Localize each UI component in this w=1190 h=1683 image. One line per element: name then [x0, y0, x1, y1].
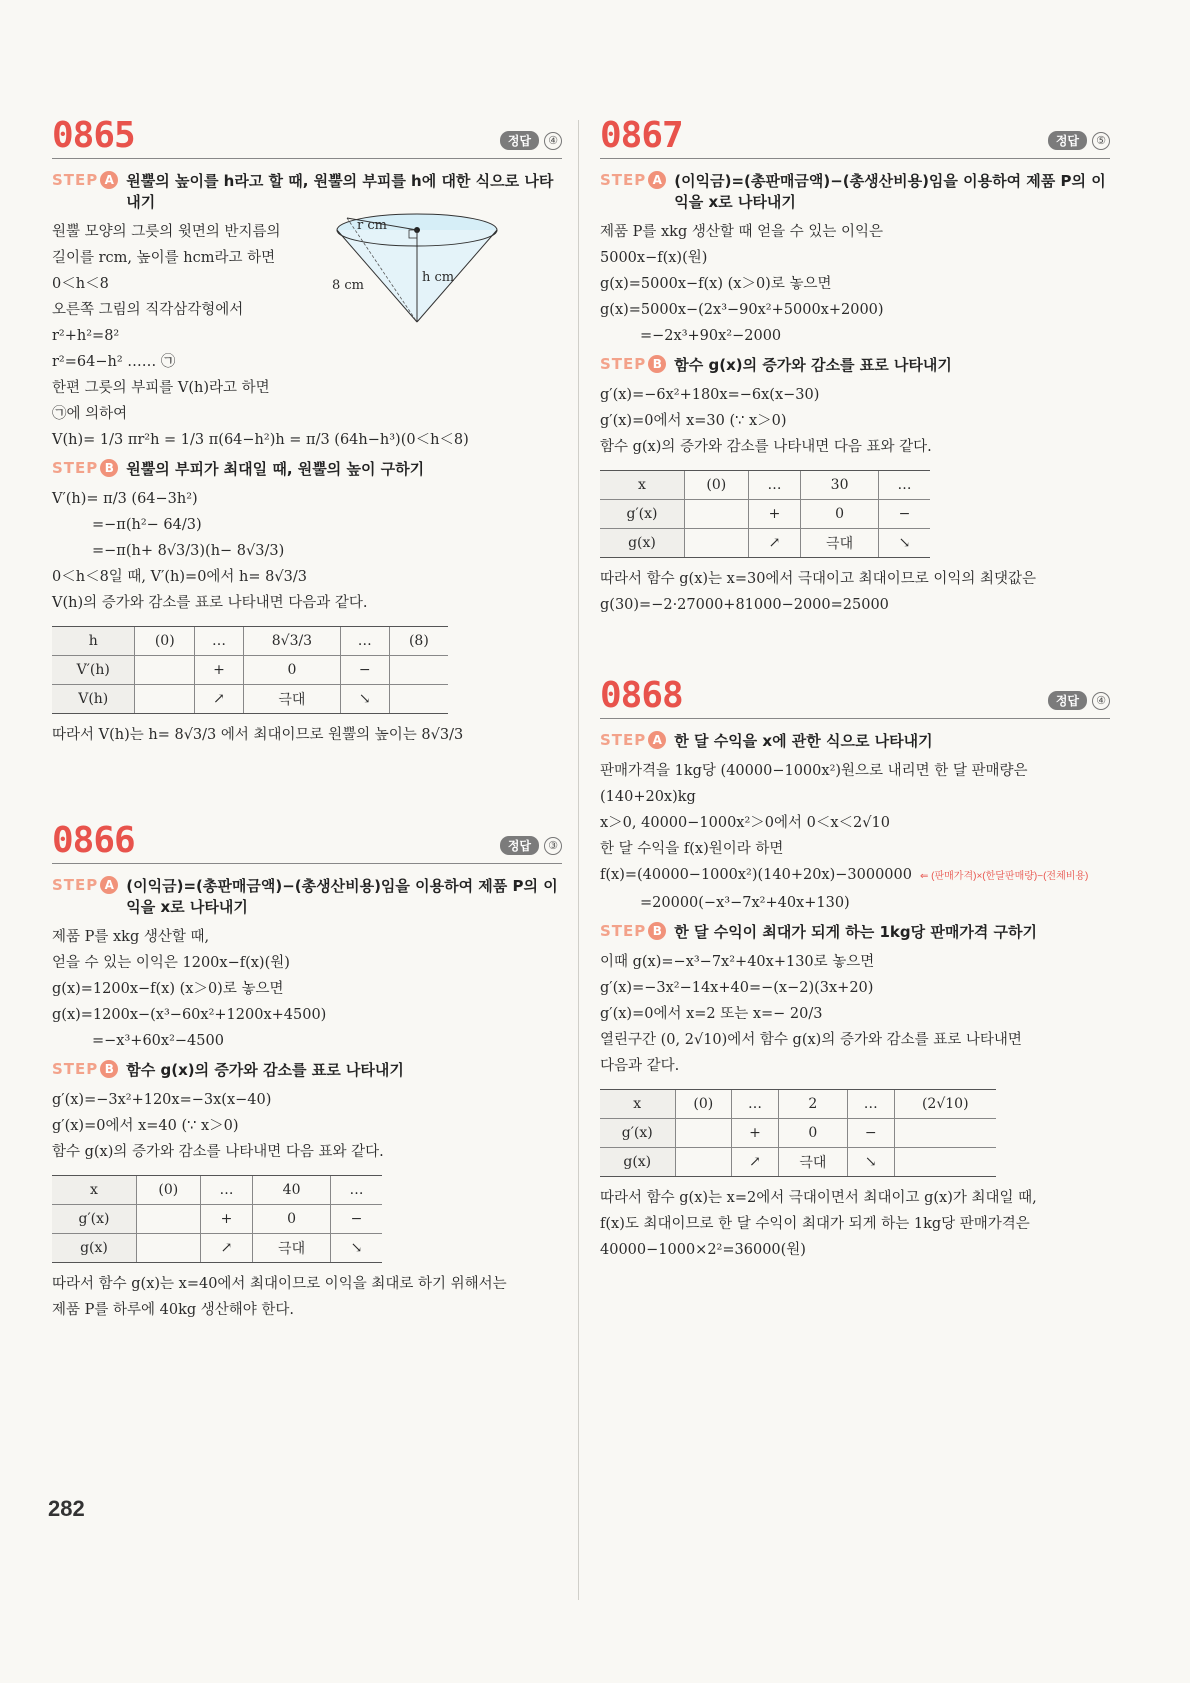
- text-line: [600, 862, 1110, 890]
- step-a-tag: STEP A: [600, 171, 666, 189]
- table-cell: 극대: [778, 1148, 847, 1177]
- step-a-icon: A: [648, 171, 666, 189]
- table-cell: −: [340, 656, 389, 685]
- table-cell: x: [600, 471, 684, 500]
- step-a-title: (이익금)=(총판매금액)−(총생산비용)임을 이용하여 제품 P의 이익을 x로 나타내기: [674, 172, 1106, 211]
- table-row: [600, 529, 930, 558]
- table-cell: 0: [253, 1205, 331, 1234]
- formula: f(x)=(40000−1000x²)(140+20x)−3000000: [600, 867, 912, 883]
- table-cell: (0): [135, 627, 195, 656]
- conclusion: 따라서 함수 g(x)는 x=40에서 최대이므로 이익을 최대로 하기 위해서는: [52, 1276, 507, 1292]
- table-cell: ↘: [340, 685, 389, 714]
- step-a-icon: A: [100, 876, 118, 894]
- text-line: (140+20x)kg: [600, 789, 696, 805]
- problem-header: [600, 670, 1110, 719]
- text-line: 0＜h＜8: [52, 276, 109, 292]
- cone-radius-label: r cm: [357, 218, 387, 233]
- right-column: [600, 110, 1110, 1263]
- text-line: =−π(h+ 8√3/3)(h− 8√3/3): [92, 543, 285, 559]
- table-row: [52, 685, 448, 714]
- text-line: 얻을 수 있는 이익은 1200x−f(x)(원): [52, 955, 290, 971]
- step-b-body: [600, 382, 1110, 460]
- answer-value: ④: [544, 132, 562, 150]
- text-line: g′(x)=0에서 x=40 (∵ x＞0): [52, 1118, 239, 1134]
- text-line: 원뿔 모양의 그릇의 윗면의 반지름의: [52, 224, 281, 240]
- step-a: [52, 876, 562, 918]
- table-row: [52, 1234, 382, 1263]
- table-cell: ↘: [847, 1148, 894, 1177]
- answer-value: ⑤: [1092, 132, 1110, 150]
- text-line: 한편 그릇의 부피를 V(h)라고 하면: [52, 380, 270, 396]
- table-cell: …: [330, 1176, 382, 1205]
- left-column: [52, 110, 562, 1323]
- answer-badge: 정답: [1048, 131, 1087, 150]
- table-cell: ↗: [195, 685, 244, 714]
- text-line: 함수 g(x)의 증가와 감소를 나타내면 다음 표와 같다.: [52, 1144, 384, 1160]
- table-cell: 30: [801, 471, 879, 500]
- table-cell: …: [195, 627, 244, 656]
- conclusion: g(30)=−2·27000+81000−2000=25000: [600, 597, 889, 613]
- table-cell: [135, 656, 195, 685]
- problem-header: [52, 815, 562, 864]
- table-cell: [135, 685, 195, 714]
- table-cell: …: [340, 627, 389, 656]
- table-cell: 극대: [244, 685, 341, 714]
- table-cell: (0): [675, 1090, 732, 1119]
- table-cell: …: [748, 471, 800, 500]
- step-b-body: [600, 949, 1110, 1079]
- step-b-tag: STEP B: [600, 922, 666, 940]
- step-b-icon: B: [648, 355, 666, 373]
- text-line: r²+h²=8²: [52, 328, 120, 344]
- cone-height-label: h cm: [422, 270, 455, 285]
- step-a-tag: STEP A: [52, 876, 118, 894]
- column-divider: [578, 120, 579, 1600]
- text-line: V(h)의 증가와 감소를 표로 나타내면 다음과 같다.: [52, 595, 368, 611]
- table-cell: ↘: [878, 529, 930, 558]
- margin-note: ⇐ (판매가격)×(한달판매량)−(전체비용): [919, 871, 1089, 882]
- table-cell: …: [200, 1176, 252, 1205]
- text-line: V(h)= 1/3 πr²h = 1/3 π(64−h²)h = π/3 (64h−h³)(0＜h＜8): [52, 432, 469, 448]
- step-a: [52, 171, 562, 213]
- step-b-body: [52, 486, 562, 616]
- text-line: =20000(−x³−7x²+40x+130): [640, 895, 850, 911]
- table-cell: 0: [778, 1119, 847, 1148]
- table-cell: (0): [136, 1176, 200, 1205]
- table-cell: −: [330, 1205, 382, 1234]
- table-cell: ↗: [748, 529, 800, 558]
- text-line: 열린구간 (0, 2√10)에서 함수 g(x)의 증가와 감소를 표로 나타내면: [600, 1032, 1022, 1048]
- text-line: g′(x)=−6x²+180x=−6x(x−30): [600, 387, 820, 403]
- table-cell: [675, 1148, 732, 1177]
- increase-decrease-table: [600, 470, 930, 558]
- step-b-title: 한 달 수익이 최대가 되게 하는 1kg당 판매가격 구하기: [674, 923, 1038, 941]
- table-cell: [684, 529, 748, 558]
- text-line: =−π(h²− 64/3): [92, 517, 202, 533]
- table-cell: g(x): [52, 1234, 136, 1263]
- text-line: 이때 g(x)=−x³−7x²+40x+130로 놓으면: [600, 954, 875, 970]
- text-line: g(x)=5000x−f(x) (x＞0)로 놓으면: [600, 276, 832, 292]
- step-b-tag: STEP B: [52, 1060, 118, 1078]
- problem-number: 0865: [52, 115, 135, 156]
- table-cell: g(x): [600, 1148, 675, 1177]
- text-line: 길이를 rcm, 높이를 hcm라고 하면: [52, 250, 276, 266]
- table-cell: 2: [778, 1090, 847, 1119]
- table-cell: V′(h): [52, 656, 135, 685]
- table-row: [52, 656, 448, 685]
- problem-header: [600, 110, 1110, 159]
- problem-number: 0866: [52, 820, 135, 861]
- text-line: =−x³+60x²−4500: [92, 1033, 224, 1049]
- table-cell: g′(x): [52, 1205, 136, 1234]
- text-line: 0＜h＜8일 때, V′(h)=0에서 h= 8√3/3: [52, 569, 307, 585]
- step-a: [600, 171, 1110, 213]
- step-a-tag: STEP A: [52, 171, 118, 189]
- conclusion: f(x)도 최대이므로 한 달 수익이 최대가 되게 하는 1kg당 판매가격은: [600, 1216, 1030, 1232]
- text-line: ㉠에 의하여: [52, 406, 128, 422]
- problem-number: 0867: [600, 115, 683, 156]
- answer-badge: 정답: [1048, 691, 1087, 710]
- table-row: [600, 500, 930, 529]
- conclusion: 40000−1000×2²=36000(원): [600, 1242, 806, 1258]
- increase-decrease-table: [600, 1089, 996, 1177]
- text-line: 다음과 같다.: [600, 1058, 680, 1074]
- table-cell: (8): [389, 627, 448, 656]
- table-cell: …: [878, 471, 930, 500]
- text-line: 제품 P를 xkg 생산할 때 얻을 수 있는 이익은: [600, 224, 883, 240]
- step-a-icon: A: [648, 731, 666, 749]
- conclusion: 따라서 함수 g(x)는 x=30에서 극대이고 최대이므로 이익의 최댓값은: [600, 571, 1036, 587]
- table-row: [52, 1176, 382, 1205]
- step-a-body: [600, 219, 1110, 349]
- table-cell: g(x): [600, 529, 684, 558]
- increase-decrease-table: [52, 1175, 382, 1263]
- table-cell: +: [748, 500, 800, 529]
- table-cell: (0): [684, 471, 748, 500]
- table-row: [600, 471, 930, 500]
- step-b-icon: B: [100, 1060, 118, 1078]
- table-cell: V(h): [52, 685, 135, 714]
- step-b-title: 함수 g(x)의 증가와 감소를 표로 나타내기: [674, 356, 952, 374]
- answer-box: [1048, 131, 1110, 150]
- answer-badge: 정답: [500, 131, 539, 150]
- table-cell: …: [847, 1090, 894, 1119]
- table-row: [600, 1148, 996, 1177]
- table-cell: g′(x): [600, 1119, 675, 1148]
- table-cell: 0: [801, 500, 879, 529]
- table-cell: [389, 685, 448, 714]
- problem-number: 0868: [600, 675, 683, 716]
- step-a-body: [600, 758, 1110, 916]
- step-b: [600, 355, 1110, 376]
- conclusion: 제품 P를 하루에 40kg 생산해야 한다.: [52, 1302, 295, 1318]
- problem-0867: [600, 110, 1110, 670]
- step-b-icon: B: [648, 922, 666, 940]
- text-line: g(x)=1200x−f(x) (x＞0)로 놓으면: [52, 981, 284, 997]
- conclusion: 따라서 V(h)는 h= 8√3/3 에서 최대이므로 원뿔의 높이는 8√3/3: [52, 727, 464, 743]
- step-b-body: [52, 1087, 562, 1165]
- problem-header: [52, 110, 562, 159]
- step-a-icon: A: [100, 171, 118, 189]
- table-cell: +: [732, 1119, 779, 1148]
- answer-box: [500, 836, 562, 855]
- answer-value: ④: [1092, 692, 1110, 710]
- step-a-tag: STEP A: [600, 731, 666, 749]
- page-number: 282: [48, 1496, 85, 1521]
- text-line: g′(x)=0에서 x=2 또는 x=− 20/3: [600, 1006, 823, 1022]
- step-b-title: 원뿔의 부피가 최대일 때, 원뿔의 높이 구하기: [126, 460, 425, 478]
- table-cell: …: [732, 1090, 779, 1119]
- table-cell: [136, 1234, 200, 1263]
- table-cell: 극대: [801, 529, 879, 558]
- increase-decrease-table: [52, 626, 448, 714]
- text-line: g′(x)=0에서 x=30 (∵ x＞0): [600, 413, 787, 429]
- step-b-tag: STEP B: [600, 355, 666, 373]
- text-line: g(x)=5000x−(2x³−90x²+5000x+2000): [600, 302, 884, 318]
- table-cell: (2√10): [894, 1090, 996, 1119]
- cone-slant-label: 8 cm: [332, 278, 365, 293]
- step-a-title: 한 달 수익을 x에 관한 식으로 나타내기: [674, 732, 933, 750]
- table-cell: x: [600, 1090, 675, 1119]
- step-b: [600, 922, 1110, 943]
- text-line: 함수 g(x)의 증가와 감소를 나타내면 다음 표와 같다.: [600, 439, 932, 455]
- table-cell: −: [847, 1119, 894, 1148]
- table-row: [600, 1119, 996, 1148]
- table-cell: +: [195, 656, 244, 685]
- table-cell: 40: [253, 1176, 331, 1205]
- step-b-tag: STEP B: [52, 459, 118, 477]
- table-cell: x: [52, 1176, 136, 1205]
- problem-0868: [600, 670, 1110, 1263]
- table-cell: −: [878, 500, 930, 529]
- text-line: 오른쪽 그림의 직각삼각형에서: [52, 302, 244, 318]
- step-b: [52, 459, 562, 480]
- text-line: g′(x)=−3x²+120x=−3x(x−40): [52, 1092, 272, 1108]
- answer-badge: 정답: [500, 836, 539, 855]
- text-line: 5000x−f(x)(원): [600, 250, 708, 266]
- table-cell: 0: [244, 656, 341, 685]
- table-cell: 8√3/3: [244, 627, 341, 656]
- text-line: r²=64−h² …… ㉠: [52, 354, 176, 370]
- step-a: [600, 731, 1110, 752]
- table-cell: [894, 1148, 996, 1177]
- step-b-title: 함수 g(x)의 증가와 감소를 표로 나타내기: [126, 1061, 404, 1079]
- table-row: [52, 627, 448, 656]
- table-cell: +: [200, 1205, 252, 1234]
- table-cell: 극대: [253, 1234, 331, 1263]
- table-cell: [389, 656, 448, 685]
- conclusion: 따라서 함수 g(x)는 x=2에서 극대이면서 최대이고 g(x)가 최대일 때,: [600, 1190, 1037, 1206]
- table-cell: [894, 1119, 996, 1148]
- text-line: =−2x³+90x²−2000: [640, 328, 782, 344]
- text-line: V′(h)= π/3 (64−3h²): [52, 491, 198, 507]
- text-line: 제품 P를 xkg 생산할 때,: [52, 929, 210, 945]
- answer-box: [500, 131, 562, 150]
- step-a-title: (이익금)=(총판매금액)−(총생산비용)임을 이용하여 제품 P의 이익을 x로 나타내기: [126, 877, 558, 916]
- step-b-icon: B: [100, 459, 118, 477]
- text-line: x＞0, 40000−1000x²＞0에서 0＜x＜2√10: [600, 815, 890, 831]
- answer-box: [1048, 691, 1110, 710]
- text-line: g′(x)=−3x²−14x+40=−(x−2)(3x+20): [600, 980, 874, 996]
- text-line: 한 달 수익을 f(x)원이라 하면: [600, 841, 784, 857]
- table-cell: [684, 500, 748, 529]
- table-cell: ↘: [330, 1234, 382, 1263]
- step-a-body: [52, 924, 562, 1054]
- table-cell: ↗: [732, 1148, 779, 1177]
- answer-value: ③: [544, 837, 562, 855]
- table-cell: h: [52, 627, 135, 656]
- text-line: 판매가격을 1kg당 (40000−1000x²)원으로 내리면 한 달 판매량은: [600, 763, 1028, 779]
- table-cell: [136, 1205, 200, 1234]
- table-cell: [675, 1119, 732, 1148]
- table-row: [600, 1090, 996, 1119]
- problem-0865: [52, 110, 562, 815]
- text-line: g(x)=1200x−(x³−60x²+1200x+4500): [52, 1007, 327, 1023]
- table-cell: ↗: [200, 1234, 252, 1263]
- table-cell: g′(x): [600, 500, 684, 529]
- problem-0866: [52, 815, 562, 1323]
- step-a-title: 원뿔의 높이를 h라고 할 때, 원뿔의 부피를 h에 대한 식으로 나타내기: [126, 172, 554, 211]
- table-row: [52, 1205, 382, 1234]
- step-b: [52, 1060, 562, 1081]
